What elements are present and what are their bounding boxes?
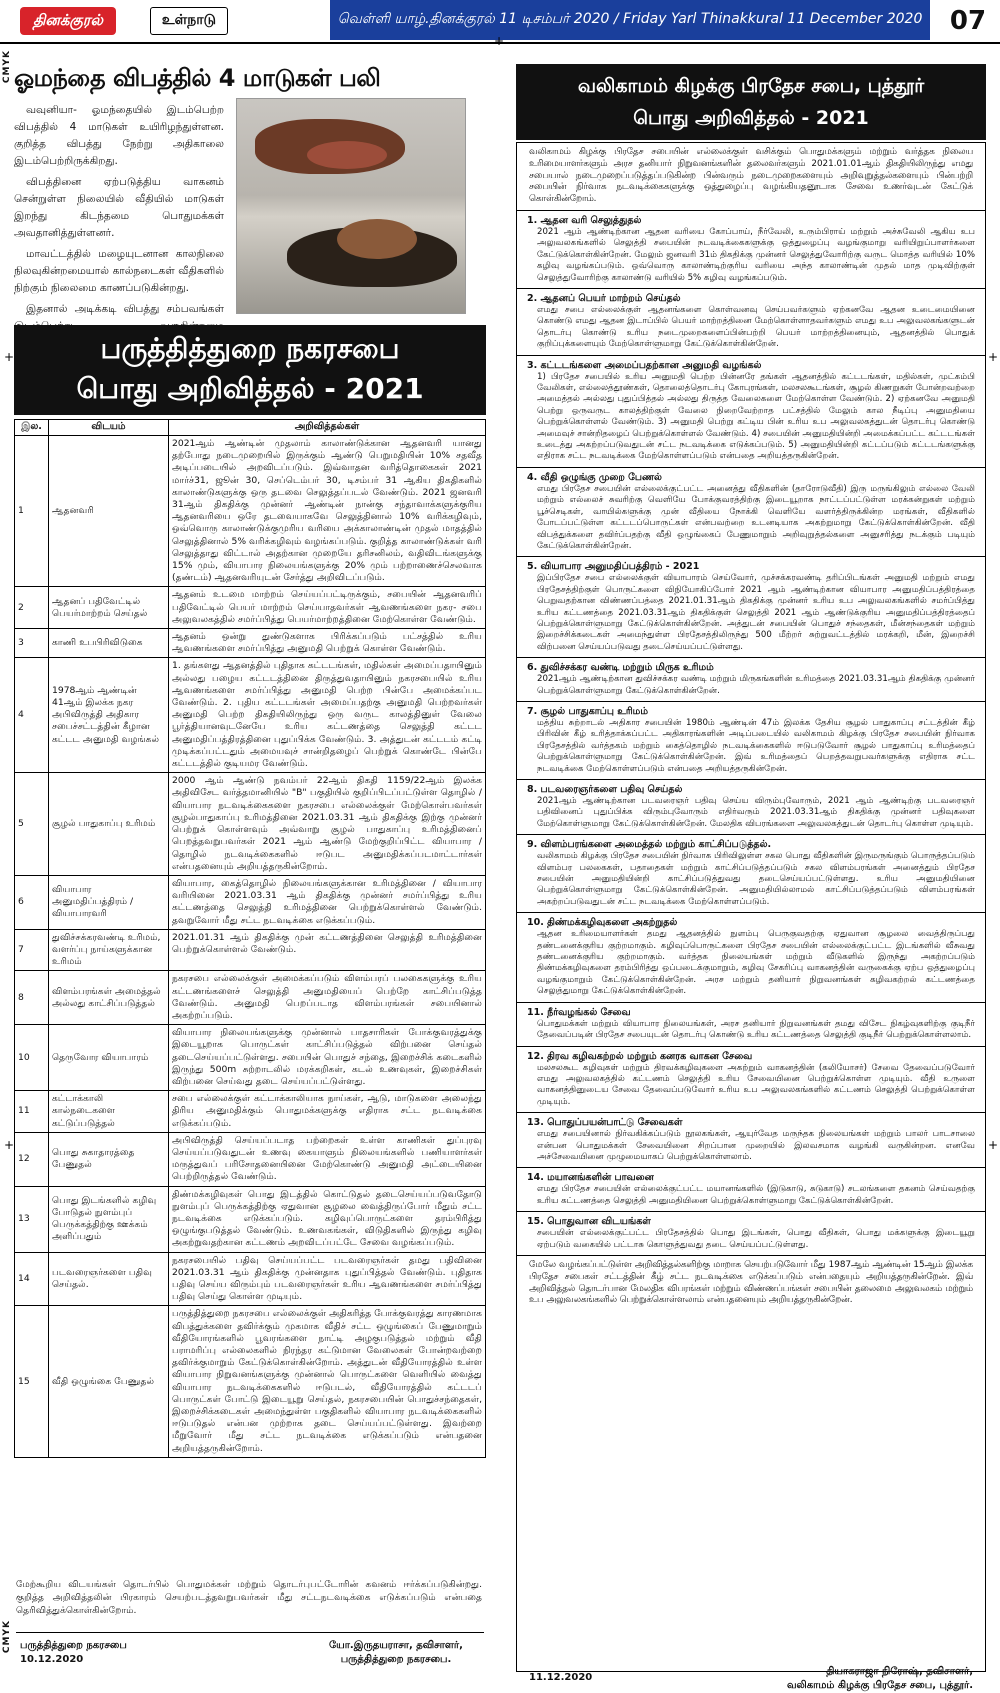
row-number: 8 [15,971,49,1025]
row-number: 6 [15,875,49,929]
row-subject: வியாபார அனுமதிப்பத்திரம் / வியாபாரவரி [49,875,169,929]
left-notice-title: பருத்தித்துறை நகரசபை [100,332,400,365]
section-title: 14. மயானங்களின் பாவனை [527,1172,654,1184]
dateline: வெள்ளி யாழ்.தினக்குரல் 11 டிசம்பர் 2020 / Friday Yarl Thinakkural 11 December 2020 [330,0,930,40]
row-subject: விளம்பரங்கள் அமைத்தல் அல்லது காட்சிப்படுத்தல் [49,971,169,1025]
notice-section [517,658,985,702]
row-notice-text: 2000 ஆம் ஆண்டு நவம்பர் 22ஆம் திகதி 1159/22ஆம் இலக்க அதிவிசேட வர்த்தமானியில் "B" பகுதியில் குறிப்பிடப்பட்டுள்ள தொழில் / வியாபார நடவடிக்கைகளை நகரசபை எல்லைக்குள் மேற்கொள்பவர்கள் சூழல்பாதுகாப்பு உரிமத்தினை 2021.03.31 ஆம் திகதிக்கு இற்கு முன்னர் பெற்றுக் கொள்ளவும் அவ்வாறு சூழல் பாதுகாப்பு உரிமத்தினைப் பெறத்தவறுபவர்கள் 2021 ஆம் ஆண்டு மேற்குறிப்பிட்ட வியாபார / தொழில் நடவடிக்கைகளில் ஈடுபட அனுமதிக்கப்படமாட்டார்கள் என்பதனையும் அறியத்தருகின்றோம். [169,773,486,876]
section-title: 10. திண்மக்கழிவுகளை அகற்றுதல் [527,917,678,929]
table-row [15,436,486,587]
row-notice-text: ஆதனம் உடமை மாற்றம் செய்யப்பட்டிருக்கும், சபையின் ஆதனவரிப் பதிவேட்டில் பெயர் மாற்றம் செய்யாதவர்கள் ஆவணங்களை நகர- சபை அலுவலகத்தில் சமர்ப்பித்து பெயர்மாற்றத்தினை மேற்கொள்ள வேண்டும். [169,587,486,629]
crop-mark-icon: + [4,350,15,364]
table-header-row [15,420,486,436]
left-notice-signature [16,1632,484,1665]
row-notice-text: வியாபார நிலையங்களுக்கு முன்னால் பாதசாரிகள் போக்குவரத்துக்கு இடையூறாக பொருட்கள் காட்சிப்படுத்தல் விற்பனை செய்தல் தடைசெய்யப்பட்டுள்ளது. சபையின் பொதுச் சந்தை, இறைச்சிக் கடைகளில் இருந்து 500m சுற்றாடலில் மரக்கறிகள், கடல் உணவுகள், இறைச்சிகள் விற்பனை செய்வது தடை செய்யப்பட்டுள்ளது. [169,1025,486,1091]
row-subject: ஆதனப் பதிவேட்டில் பெயர்மாற்றம் செய்தல் [49,587,169,629]
table-row [15,929,486,971]
crop-mark-icon: + [4,1138,15,1152]
crop-mark-icon: + [988,350,999,364]
left-notice-banner [14,325,486,415]
row-number: 4 [15,658,49,773]
row-number: 1 [15,436,49,587]
row-subject: படவரைஞர்களை பதிவு செய்தல். [49,1252,169,1306]
cmyk-registration-mark: CMYK [2,1620,12,1654]
table-row [15,1186,486,1252]
section-title: 4. வீதி ஒழுங்கு முறை பேணல் [527,471,662,483]
section-text: 1) பிரதேச சபையில் உரிய அனுமதி பெற்ற பின்னரே தங்கள் ஆதனத்தில் கட்டடங்கள், மதில்கள், முட்கம்பி வேலிகள், எல்லைத்தூண்கள், தொலைத்தொடர்பு கோபுரங்கள், மலசலகூடங்கள், சூழல் கிணறுகள் போன்றவற்றை அமைத்தல் அல்லது புதுப்பித்தல் அல்லது திருத்த வேலைகளை மேற்கொள்ள வேண்டும். 2) ஏற்கனவே அனுமதி பெற்று ஒருவருட காலத்திற்குள் வேலை நிறைவேற்றாத பட்சத்தில் மேலும் கால நீடிப்பு அனுமதியை பெற்றுக்கொள்ளல் வேண்டும். 3) அனுமதி பெற்று கட்டிய பின் உரிய உப அலுவலகத்துடன் தொடர்பு கொண்டு அமைவுச் சான்றிதழைப் பெற்றுக்கொள்ளல் வேண்டும். 4) சபையின் அனுமதியின்றி அமைக்கப்பட்ட கட்டடங்கள் உடைத்து அகற்றப்படுவதுடன் சட்ட நடவடிக்கை எடுக்கப்படும். 5) அனுமதியின்றி கட்டப்படும் கட்டடங்களுக்கு எதிராக சட்ட நடவடிக்கை மேற்கொள்ளப்படும் என்பதை அறியத்தருகின்றேன். [537,371,975,462]
section-text: எமது சபை எல்லைக்குள் ஆதனங்களை கொள்வனவு செய்பவர்களும் ஏற்கனவே ஆதன உடைமையினை கொண்டு எமது ஆதன இடாப்பில் பெயர் மாற்றத்தினை மேற்கொள்ளாதவர்களும் எமது உப அலுவலகங்களுடன் தொடர்பு கொண்டு உரிய நடைமுறைகளைப்பின்பற்றி பெயர் மாற்றத்தினையும், ஆதனத்தில் பொதுக் குறிப்புக்களையும் மேற்கொள்ளுமாறு கேட்டுக்கொள்கின்றேன். [537,305,975,350]
signature-date: 11.12.2020 [529,1672,593,1683]
row-number: 5 [15,773,49,876]
row-subject: சூழல் பாதுகாப்பு உரிமம் [49,773,169,876]
section-text: 2021 ஆம் ஆண்டிற்கான ஆதன வரியை கோப்பாய், நீர்வேலி, உரும்பிராய் மற்றும் அச்சுவேலி ஆகிய உப அலுவலகங்களில் செலுத்தி சபையின் நடவடிக்கைகளுக்கு ஒத்துழைப்பு வழங்குமாறு வரியிறுப்பாளர்களை கேட்டுக்கொள்கின்றேன். மேலும் ஜனவரி 31ம் திகதிக்கு முன்னர் செலுத்துவோரிற்கு வருட மொத்த வரியில் 10% கழிவு வழங்கப்படும். ஒவ்வொரு காலாண்டிற்குரிய வரியை அந்த காலாண்டின் முதல் மாத முடிவிற்குள் செலுத்துவோரிற்கு காலாண்டு வரியில் 5% கழிவு வழங்கப்படும். [537,226,975,283]
row-notice-text: 1. தங்களது ஆதனத்தில் புதிதாக கட்டடங்கள், மதில்கள் அமைப்பதாயினும் அல்லது பழைய கட்டடத்தினை திருத்துவதாயினும் நகரசபையில் உரிய ஆவணங்களை சமர்ப்பித்து அனுமதி பெற்ற பின்பே அமைக்கப்பட வேண்டும். 2. புதிய கட்டடங்கள் அமைப்பதற்கு அனுமதி பெற்றவர்கள் அனுமதி பெற்ற திகதியிலிருந்து ஒரு வருட காலத்தினுள் வேலை பூர்த்தியானவுடனேயே உரிய கட்டணத்தை செலுத்தி கட்டட அனுமதிப்பத்திரத்தினை புதுப்பிக்க வேண்டும். 3. அத்துடன் கட்டடம் கட்டி முடிக்கப்பட்டதும் அமையவுச் சான்றிதழைப் பெற்றுக் கொண்டே பின்பே கட்டடத்தில் குடியமர வேண்டும். [169,658,486,773]
section-title: 3. கட்டடங்களை அமைப்பதற்கான அனுமதி வழங்கல் [527,359,762,371]
notice-section [517,1003,985,1047]
cow-shape [337,219,417,259]
notice-section [517,780,985,835]
row-number: 13 [15,1186,49,1252]
table-row [15,1025,486,1091]
table-row [15,629,486,658]
row-notice-text: ஆதனம் ஒன்று துண்டுகளாக பிரிக்கப்படும் பட்சத்தில் உரிய ஆவணங்களை சமர்ப்பித்து அனுமதி பெற்றுக் கொள்ள வேண்டும். [169,629,486,658]
section-title: 1. ஆதன வரி செலுத்துதல் [527,214,642,226]
section-text: மலசலகூட கழிவுகள் மற்றும் திரவக்கழிவுகளை அகற்றும் வாகனத்தின் (கலியோசர்) சேவை தேவைப்படுவோர் எமது அலுவலகத்தில் கட்டணம் செலுத்தி உரிய சேவையினை பெற்றுக்கொள்ள முடியும். வீதி உருளை வாகனத்தினுடைய சேவை தேவைப்படுவோர் உரிய உப அலுவலகங்களில் கட்டணம் செலுத்தி பெற்றுக்கொள்ள முடியும். [537,1062,975,1107]
signature-title: பருத்தித்துறை நகரசபை. [340,1654,452,1665]
section-text: எமது சபையினால் நிர்வகிக்கப்படும் நூலகங்கள், ஆயுர்வேத மருந்தக நிலையங்கள் மற்றும் பாலர் பாடசாலை என்பன பொதுமக்கள் சேவையினை சிறப்பான முறையில் இலவசமாக வழங்கி வருகின்றன. எனவே அச்சேவையினை முழுமையாகப் பெற்றுக்கொள்ளலாம். [537,1129,975,1162]
left-notice-table [14,419,486,1458]
section-text: பொதுமக்கள் மற்றும் வியாபார நிலையங்கள், அரச தனியார் நிறுவனங்கள் தமது விசேட நிகழ்வுகளிற்கு குடிநீர் தேவைப்படின் பிரதேச சபையுடன் தொடர்பு கொண்டு உரிய கட்டணத்தை செலுத்தி குடிநீர் பெற்றுக்கொள்ளலாம். [537,1018,975,1041]
news-paragraph: விபத்தினை ஏற்படுத்திய வாகனம் சென்றுள்ள நிலையில் வீதியில் மாடுகள் இறந்து கிடந்தமை பொதுமக்கள் அவதானித்துள்ளனர். [14,176,224,239]
right-notice-body [516,142,986,1691]
notice-section [517,913,985,1002]
section-text: ஆதன உரிமையாளர்கள் தமது ஆதனத்தில் நுளம்பு பெருகுவதற்கு ஏதுவான சூழலை வைத்திருப்பது தண்டனைக்குரிய குற்றமாகும். கழிவுப்பொருட்களை பிரதேச சபையின் எல்லைக்குட்பட்ட இடங்களில் வீசுவது தண்டனைக்குரிய குற்றமாகும். வர்த்தக நிலையங்கள் மற்றும் வீடுகளில் இருந்து அகற்றப்படும் திண்மக்கழிவுகளை தரம்பிரித்து ஒப்படைக்குமாறும், கழிவு சேகரிப்பு வாகனத்தின் வருகைக்கு ஏற்ப ஒத்துழைப்பு வழங்குமாறும் கேட்டுக்கொள்கின்றேன். அரச மற்றும் தனியார் நிறுவனங்கள் கழிவகற்றல் கட்டணத்தை செலுத்துமாறு கேட்டுக்கொள்கின்றேன். [537,929,975,997]
row-notice-text: வியாபார, கைத்தொழில் நிலையங்களுக்கான உரிமத்தினை / வியாபார வரியினை 2021.03.31 ஆம் திகதிக்கு முன்னர் சமர்ப்பித்து உரிய கட்டணத்தை செலுத்தி உரிமத்தினை பெற்றுக்கொள்ளல் வேண்டும். தவறுவோர் மீது சட்ட நடவடிக்கை எடுக்கப்படும். [169,875,486,929]
column-header: அறிவித்தல்கள் [169,420,486,436]
right-notice-intro: வலிகாமம் கிழக்கு பிரதேச சபையின் எல்லைக்குள் வசிக்கும் பொதுமக்களும் மற்றும் வர்த்தக நிலைய உரிமையாளர்களும் அரச தனியார் நிறுவனங்களின் தலைவர்களும் 2021.01.01ஆம் திகதியிலிருந்து எமது சபையால் நடைமுறைப்படுத்தப்படுகின்ற பின்வரும் நடைமுறைகளையும் அறிவுறுத்தல்களையும் பின்பற்றி சபையின் நிர்வாக நடவடிக்கைகளுக்கு ஒத்துழைப்பு வழங்கியதனூடாக சேவை உணர்வுடன் கேட்டுக் கொள்கின்றோம். [517,143,985,211]
section-text: சபையின் எல்லைக்குட்பட்ட பிரதேசத்தில் பொது இடங்கள், பொது வீதிகள், பொது மக்களுக்கு இடையூறு ஏற்படும் வகையில் பட்டாசு கொளுத்துவது தடை செய்யப்பட்டுள்ளது. [537,1228,975,1250]
table-row [15,971,486,1025]
section-title: 2. ஆதனப் பெயர் மாற்றம் செய்தல் [527,293,681,305]
table-row [15,1252,486,1306]
section-text: எமது பிரதேச சபையின் எல்லைக்குட்பட்ட மயானங்களில் (இடுகாடு, சுடுகாடு) சடலங்களை தகனம் செய்வதற்கு உரிய கட்டணத்தை செலுத்தி அனுமதியினை பெற்றுக்கொள்ளுமாறு கேட்டுக்கொள்கின்றேன். [537,1184,975,1206]
row-subject: காணி உபபிரிவிடுகை [49,629,169,658]
column-header: இல. [15,420,49,436]
section-title: 13. பொதுப்பயன்பாட்டு சேவைகள் [527,1117,683,1129]
news-paragraph: இதனால் அடிக்கடி விபத்து சம்பவங்கள் [26,303,224,315]
crop-mark-icon: + [988,1138,999,1152]
section-tag: உள்நாடு [150,7,228,35]
row-number: 3 [15,629,49,658]
notice-section [517,702,985,780]
news-body [14,102,224,356]
notice-section [517,468,985,557]
row-subject: கட்டாக்காலி கால்நடைகளை கட்டுப்படுத்தல் [49,1091,169,1133]
right-notice-banner [516,64,986,140]
section-title: 12. திரவ கழிவகற்றல் மற்றும் கனரக வாகன சேவை [527,1050,753,1062]
row-subject: 1978ஆம் ஆண்டின் 41ஆம் இலக்க நகர அபிவிருத்தி அதிகார சபைச்சட்டத்தின் கீழான கட்டட அனுமதி வழங்கல் [49,658,169,773]
right-notice-subtitle: பொது அறிவித்தல் - 2021 [633,107,869,129]
row-number: 12 [15,1132,49,1186]
section-text: இப்பிரதேச சபை எல்லைக்குள் வியாபாரம் செய்வோர், முச்சக்கரவண்டி தரிப்பிடங்கள் அனுமதி மற்றும் எமது பிரதேசத்திற்குள் பொருட்களை விநியோகிப்போர் 2021 ஆம் ஆண்டிற்கான வியாபார அனுமதிப்பத்திரத்தை பெறுவதற்கான விண்ணப்பத்தை 2021.01.31ஆம் திகதிக்கு முன்னர் உரிய உப அலுவலகங்களில் சமர்ப்பித்து உரிய கட்டணத்தை 2021.03.31ஆம் திகதிக்குள் செலுத்தி 2021 ஆம் ஆண்டுக்குரிய அனுமதிப்பத்திரத்தைப் பெற்றுக்கொள்ளுமாறு கேட்டுக்கொள்கின்றேன். அத்துடன் சபையின் பொதுச் சந்தைகள், மீன்சந்தைகள் மற்றும் இறைச்சிக்கடைகள் அமைந்துள்ள பிரதேசத்திலிருந்து 500 மீற்றர் சுற்றுவட்டத்தில் மரக்கறி, மீன், இறைச்சி விற்பனை செய்யப்படுவது தடைசெய்யப்பட்டுள்ளது. [537,573,975,652]
table-row [15,773,486,876]
signature-office: வலிகாமம் கிழக்கு பிரதேச சபை, புத்தூர். [786,1680,973,1691]
signature-office [20,1639,127,1667]
table-row [15,587,486,629]
section-text: மத்திய சுற்றாடல் அதிகார சபையின் 1980ம் ஆண்டின் 47ம் இலக்க தேசிய சூழல் பாதுகாப்பு சட்டத்தின் கீழ் பிரிவின் கீழ் உரித்தாக்கப்பட்ட அதிகாரங்களின் அடிப்படையில் வலிகாமம் கிழக்கு பிரதேச சபையின் நிர்வாக பிரதேசத்தில் வர்த்தகம் மற்றும் கைத்தொழில் நடவடிக்கைகளில் ஈடுபடுவோர் சூழல் பாதுகாப்பு உரிமத்தைப் பெற்றுக்கொள்ளுமாறு கேட்டுக்கொள்கின்றேன். இவ் உரிமத்தைப் பெறத்தவறுபவர்களுக்கு எதிராக சட்ட நடவடிக்கை மேற்கொள்ளப்படும் என்பதை அறியத்தருகின்றேன். [537,717,975,774]
section-title: 7. சூழல் பாதுகாப்பு உரிமம் [527,705,648,717]
row-subject: பொது சுகாதாரத்தை பேணுதல் [49,1132,169,1186]
signature-chairman [316,1639,476,1667]
cow-shape [307,141,387,169]
section-title: 11. நீர்வழங்கல் சேவை [527,1006,631,1018]
section-title: 8. படவரைஞர்களை பதிவு செய்தல் [527,784,683,796]
right-notice-footer: மேலே வழங்கப்பட்டுள்ள அறிவித்தல்களிற்கு மாறாக செயற்படுவோர் மீது 1987ஆம் ஆண்டின் 15ஆம் இலக்க பிரதேச சபைகள் சட்டத்தின் கீழ் சட்ட நடவடிக்கை எடுக்கப்படும் என்பதையும் அறியத்தருகின்றேன். இவ் அறிவித்தல் தொடர்பான மேலதிக விபரங்கள் மற்றும் விண்ணப்பங்கள் சபையின் தலைமை அலுவலகம் மற்றும் உப அலுவலகங்களில் பெற்றுக்கொள்ளலாம் என்பதனையும் அறியத்தருகின்றேன். [529,1259,973,1306]
notice-section [517,557,985,658]
cmyk-registration-mark: CMYK [2,50,12,84]
news-paragraph: மாவட்டத்தில் மழையுடனான காலநிலை நிலவுகின்றமையால் கால்நடைகள் வீதிகளில் நிற்கும் நிலைமை காணப்படுகின்றது. [14,248,224,294]
row-notice-text: 2021.01.31 ஆம் திகதிக்கு முன் கட்டணத்தினை செலுத்தி உரிமத்தினை பெற்றுக்கொள்ளல் வேண்டும். [169,929,486,971]
left-notice-footer: மேற்கூறிய விடயங்கள் தொடர்பில் பொதுமக்கள் மற்றும் தொடர்புபட்டோரின் கவனம் ஈர்க்கப்படுகின்றது. குறித்த அறிவித்தலின் பிரகாரம் செயற்படத்தவறுபவர்கள் மீது சட்டநடவடிக்கை எடுக்கப்படும் என்பதை தெரிவித்துக்கொள்கின்றோம். [16,1579,482,1616]
signature-chairman [787,1665,973,1693]
table-row [15,1306,486,1457]
row-subject: ஆதனவரி [49,436,169,587]
section-title: 6. துவிச்சக்கர வண்டி மற்றும் மிருக உரிமம் [527,662,714,674]
row-notice-text: பருத்தித்துறை நகரசபை எல்லைக்குள் அதிகரித்த போக்குவரத்து காரணமாக விபத்துக்களை தவிர்க்கும் முகமாக வீதிச் சட்ட ஒழுங்கைப் பேணுமாறும் வீதியோரங்களில் பூவரங்களை நாட்டி அழகுபடுத்தல் மற்றும் வீதி பராமரிப்பு எல்லைகளில் நிரந்தர கட்டுமான வேலைகள் போன்றவற்றை தவிர்க்குமாறும் கேட்டுக்கொள்கின்றோம். அத்துடன் வீதியோரத்தில் உள்ள வியாபார நிறுவனங்களுக்கு முன்னால் பொருட்களை வெளியில் வைத்து வியாபார நடவடிக்கைகளில் ஈடுபடல், வீதியோரத்தில் கட்டடப் பொருட்கள் போட்டு இடையூறு செய்தல், நகரசபையின் பொதுச்சந்தைகள், இறைச்சிக்கடைகள் அமைந்துள்ள பகுதிகளில் வியாபார நடவடிக்கைகளில் ஈடுபடுதல் என்பன முற்றாக தடை செய்யப்பட்டுள்ளது. இவற்றை மீறுவோர் மீது சட்ட நடவடிக்கை எடுக்கப்படும் என்பதனை அறியத்தருகின்றோம். [169,1306,486,1457]
table-row [15,875,486,929]
notice-section [517,835,985,913]
section-text: எமது பிரதேச சபையின் எல்லைக்குட்பட்ட அனைத்து வீதிகளின் (தாரோடுவீதி) இரு மருங்கிலும் எல்லை வேலி மற்றும் எல்லைச் சுவரிற்கு வெளியே போக்குவரத்திற்கு இடையூறாக நாட்டப்பட்டுள்ள மரக்கன்றுகள் மற்றும் பூச்செடிகள், வாயில்களுக்கு முன் வீதியை நோக்கி வெளியே வளர்த்திருக்கின்ற மரங்கள், வீதிகளில் போடப்பட்டுள்ள கட்டடப்பொருட்கள் என்பவற்றை உடனடியாக அகற்றுமாறு கேட்டுக்கொள்கின்றேன். வீதி விபத்துக்களை தவிர்ப்பதற்கு வீதி ஒழுங்கைப் பேணுமாறும் அறிவுறுத்தல்களை அனுசரித்து நடக்கும் படியும் கேட்டுக்கொள்கின்றேன். [537,483,975,551]
table-row [15,1132,486,1186]
news-headline: ஓமந்தை விபத்தில் 4 மாடுகள் பலி [14,64,381,92]
section-text: 2021ஆம் ஆண்டிற்கான துவிச்சக்கர வண்டி மற்றும் மிருகங்களின் உரிமத்தை 2021.03.31ஆம் திகதிக்கு முன்னர் பெற்றுக்கொள்ளுமாறு கேட்டுக்கொள்கின்றேன். [537,674,975,696]
row-number: 2 [15,587,49,629]
accident-photo [236,98,466,314]
table-row [15,1091,486,1133]
row-subject: தெருவோர வியாபாரம் [49,1025,169,1091]
row-notice-text: நகரசபையில் பதிவு செய்யப்பட்ட படவரைஞர்கள் தமது பதிவினை 2021.03.31 ஆம் திகதிக்கு முன்னதாக புதுப்பித்தல் வேண்டும். புதிதாக பதிவு செய்ய விரும்பும் படவரைஞர்கள் உரிய ஆவணங்களை சமர்ப்பித்து பதிவு செய்து கொள்ள முடியும். [169,1252,486,1306]
notice-section [517,289,985,356]
table-row [15,658,486,773]
row-number: 7 [15,929,49,971]
notice-section [517,356,985,468]
section-text: வலிகாமம் கிழக்கு பிரதேச சபையின் நிர்வாக பிரிவிலுள்ள சகல பொது வீதிகளின் இருமருங்கும் பொருத்தப்படும் விளம்பர பலகைகள், பதாதைகள் மற்றும் காட்சிப்படுத்தப்படும் சகல விளம்பரங்கள் அனைத்தும் பிரதேச சபையின் அனுமதியின்றி காட்சிப்படுத்துவது தடைசெய்யப்பட்டுள்ளது. உரிய அனுமதியினை பெற்றுக்கொள்ளுமாறு கேட்டுக்கொள்கின்றேன். அனுமதியில்லாமல் காட்சிப்படுத்தப்படும் விளம்பரங்கள் அகற்றப்படுவதுடன் சட்ட நடவடிக்கை மேற்கொள்ளப்படும். [537,851,975,907]
news-paragraph: வவுனியா- ஓமந்தையில் இடம்பெற்ற விபத்தில் 4 மாடுகள் உயிரிழந்துள்ளன. குறித்த விபத்து நேற்று அதிகாலை இடம்பெற்றிருக்கிறது. [14,104,224,167]
notice-section [517,1168,985,1212]
row-notice-text: 2021ஆம் ஆண்டின் முதலாம் காலாண்டுக்கான ஆதனவரி யானது தற்போது நடைமுறையில் இருக்கும் ஆண்டு பெறுமதியின் 10% சதவீத அடிப்படையில் அறவிடப்படும். இவ்வாதன வரித்தொகைகள் 2021 மார்ச்31, ஜூன் 30, செப்டெம்பர் 30, டிசம்பர் 31 ஆகிய திகதிகளில் காலாண்டுகளுக்கு ஒரு தடவை செலுத்தப்படல் வேண்டும். 2021 ஜனவரி 31ஆம் திகதிக்கு முன்னர் ஆண்டின் நான்கு சந்தாவாக்களுக்குரிய ஆதனவரியை ஒரே தடவையாகவே செலுத்தினால் 10% வரிக்கழிவும், ஒவ்வொரு காலாண்டுக்குமுரிய வரியை அக்காலாண்டின் முதல் மாதத்தில் செலுத்தினால் 5% வரிக்கழிவும் வழங்கப்படும். குறித்த காலாண்டுக்கள் வரி செலுத்தாது விட்டால் அதற்கான முறையே தரிசனிலம், வதிவிடங்களுக்கு 15% மும், வியாபார நிலையங்களுக்கு 20% மும் பற்றாணைச்செலவாக (தண்டம்) ஆதனவரியுடன் சேர்த்து அறிவிடப்படும். [169,436,486,587]
row-subject: துவிச்சக்கரவண்டி உரிமம், வளர்ப்பு நாய்களுக்கான உரிமம் [49,929,169,971]
column-header: விடயம் [49,420,169,436]
row-notice-text: திண்மக்கழிவுகள் பொது இடத்தில் கொட்டுதல் தடைசெய்யப்படுவதோடு நுளம்புப் பெருக்கத்திற்கு ஏதுவான சூழலை வைத்திருப்போர் மீதும் சட்ட நடவடிக்கை எடுக்கப்படும். கழிவுப்பொருட்களை தரம்பிரித்து ஒழுங்குபடுத்தல் வேண்டும். உணவகங்கள், விடுதிகளில் இருந்து கழிவு அகற்றுவதற்கான கட்டணம் அறவிடப்பட்டே சேவை வழங்கப்படும். [169,1186,486,1252]
section-text: 2021ஆம் ஆண்டிற்கான படவரைஞர் பதிவு செய்ய விரும்புவோரும், 2021 ஆம் ஆண்டிற்கு படவரைஞர் பதிவினைப் புதுப்பிக்க விரும்புவோரும் எதிர்வரும் 2021.03.31ஆம் திகதிக்கு முன்னர் பதிவுகளை மேற்கொள்ளுமாறு கேட்டுக்கொள்கின்றேன். மேலதிக விபரங்களை அலுவலகத்துடன் தொடர்பு கொள்ள முடியும். [537,796,975,829]
signature-office-name: பருத்தித்துறை நகரசபை [20,1640,127,1651]
page-number: 07 [949,6,987,36]
section-title: 9. விளம்பரங்களை அமைத்தல் மற்றும் காட்சிப்படுத்தல். [527,839,772,851]
notice-section [517,1212,985,1256]
section-title: 15. பொதுவான விடயங்கள் [527,1216,651,1228]
row-notice-text: அபிவிருத்தி செய்யப்படாத பற்றைகள் உள்ள காணிகள் துப்புரவு செய்யப்படுவதுடன் உணவு கையாளும் நிலையங்களில் பணியாளர்கள் மருத்துவப் பரிசோதனையினை மேற்கொண்டு அனுமதி அட்டையினை பெற்றிருத்தல் வேண்டும். [169,1132,486,1186]
section-title: 5. வியாபார அனுமதிப்பத்திரம் - 2021 [527,561,700,573]
signature-name: யோ.இருதயராசா, தவிசாளர், [329,1640,463,1651]
notice-section [517,1047,985,1114]
left-notice-subtitle: பொது அறிவித்தல் - 2021 [76,372,424,405]
row-subject: பொது இடங்களில் கழிவு போடுதல் நுளம்புப் பெருக்கத்திற்கு ஊக்கம் அளிப்பதும் [49,1186,169,1252]
right-notice-title: வலிகாமம் கிழக்கு பிரதேச சபை, புத்தூர் [577,75,925,97]
notice-section [517,1113,985,1168]
crop-mark-icon: + [494,34,505,48]
notice-section [517,211,985,289]
newspaper-logo: தினக்குரல் [20,7,116,35]
row-number: 11 [15,1091,49,1133]
row-number: 10 [15,1025,49,1091]
row-number: 15 [15,1306,49,1457]
row-notice-text: நகரசபை எல்லைக்குள் அமைக்கப்படும் விளம்பரப் பலகைகளுக்கு உரிய கட்டணங்களைச் செலுத்தி அனுமதியைப் பெற்றே காட்சிப்படுத்த வேண்டும். அனுமதி பெறப்படாத விளம்பரங்கள் சபையினால் அகற்றப்படும். [169,971,486,1025]
signature-name: தியாகராஜா நிரோஷ், தவிசாளர், [826,1666,973,1677]
row-notice-text: சபை எல்லைக்குள் கட்டாக்காலியாக நாய்கள், ஆடு, மாடுகளை அலைந்து திரிய அனுமதிக்கும் பொதுமக்களுக்கு எதிராக சட்ட நடவடிக்கை எடுக்கப்படும். [169,1091,486,1133]
row-number: 14 [15,1252,49,1306]
signature-date: 10.12.2020 [20,1654,84,1665]
row-subject: வீதி ஒழுங்கை பேணுதல் [49,1306,169,1457]
